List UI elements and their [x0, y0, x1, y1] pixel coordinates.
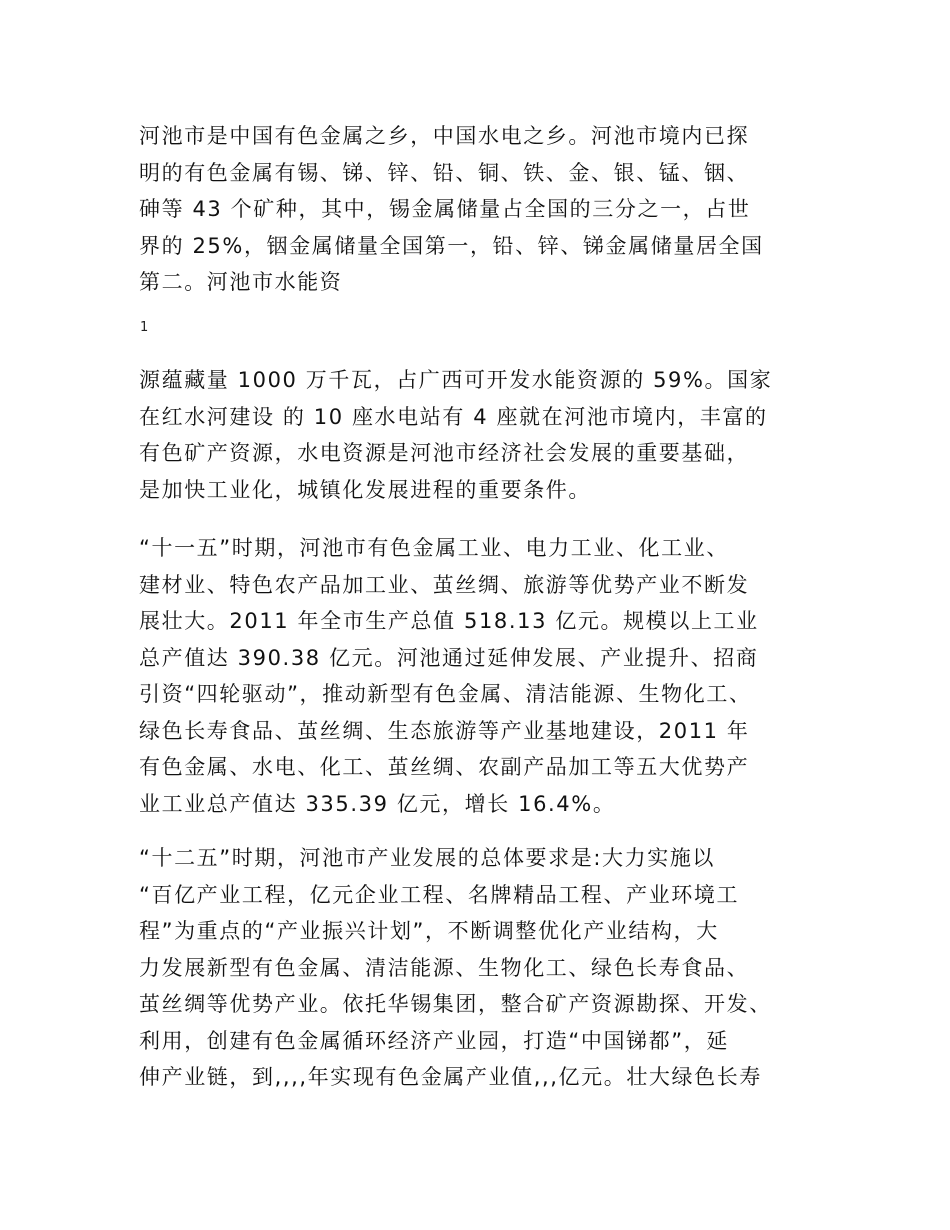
text-line: 界的 25%，铟金属储量全国第一，铅、锌、锑金属储量居全国 — [139, 233, 764, 258]
text-line: 源蕴藏量 1000 万千瓦，占广西可开发水能资源的 59%。国家 — [139, 368, 773, 392]
paragraph-4 — [139, 840, 811, 1096]
paragraph-3 — [139, 530, 811, 822]
text-line: 第二。河池市水能资 — [139, 270, 343, 294]
paragraph-1 — [139, 118, 811, 301]
text-line: 茧丝绸等优势产业。依托华锡集团，整合矿产资源勘探、开发、 — [139, 992, 772, 1016]
text-line: 河池市是中国有色金属之乡，中国水电之乡。河池市境内已探 — [139, 124, 750, 148]
text-line: 利用，创建有色金属循环经济产业园，打造“中国锑都”，延 — [139, 1028, 729, 1053]
page-number: 1 — [140, 320, 149, 335]
text-line: 有色金属、水电、化工、茧丝绸、农副产品加工等五大优势产 — [139, 755, 750, 779]
text-line: 明的有色金属有锡、锑、锌、铅、铜、铁、金、银、锰、铟、 — [139, 160, 750, 185]
text-line: 砷等 43 个矿种，其中，锡金属储量占全国的三分之一，占世 — [139, 197, 751, 221]
paragraph-2 — [139, 362, 811, 508]
text-line: 展壮大。2011 年全市生产总值 518.13 亿元。规模以上工业 — [139, 609, 759, 633]
text-line: 程”为重点的“产业振兴计划”，不断调整优化产业结构，大 — [139, 919, 719, 943]
text-line: 在红水河建设 的 10 座水电站有 4 座就在河池市境内，丰富的 — [139, 404, 768, 429]
text-line: 伸产业链，到,,,,年实现有色金属产业值,,,亿元。壮大绿色长寿 — [139, 1065, 762, 1089]
text-line: “十二五”时期，河池市产业发展的总体要求是:大力实施以 — [139, 846, 716, 870]
text-line: 力发展新型有色金属、清洁能源、生物化工、绿色长寿食品、 — [139, 955, 750, 980]
text-line: 建材业、特色农产品加工业、茧丝绸、旅游等优势产业不断发 — [139, 572, 750, 597]
text-line: “十一五”时期，河池市有色金属工业、电力工业、化工业、 — [139, 536, 729, 560]
text-line: 业工业总产值达 335.39 亿元，增长 16.4%。 — [139, 791, 616, 816]
text-line: 绿色长寿食品、茧丝绸、生态旅游等产业基地建设，2011 年 — [139, 718, 750, 743]
text-line: “百亿产业工程，亿元企业工程、名牌精品工程、产业环境工 — [139, 882, 740, 907]
text-line: 引资“四轮驱动”，推动新型有色金属、清洁能源、生物化工、 — [139, 682, 752, 706]
text-line: 是加快工业化，城镇化发展进程的重要条件。 — [139, 477, 591, 502]
text-line: 总产值达 390.38 亿元。河池通过延伸发展、产业提升、招商 — [139, 645, 759, 670]
text-line: 有色矿产资源，水电资源是河池市经济社会发展的重要基础， — [139, 441, 750, 465]
